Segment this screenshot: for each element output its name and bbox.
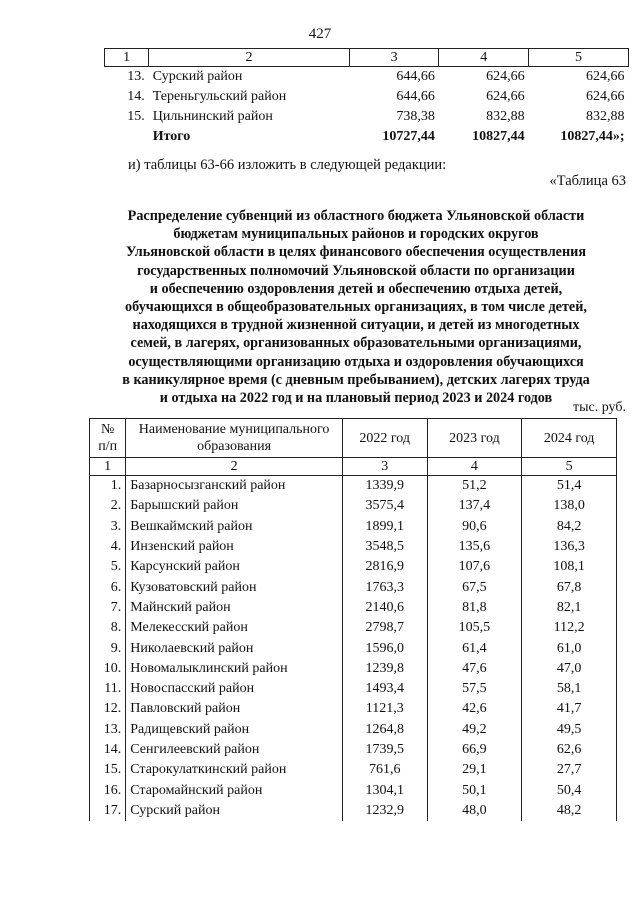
row-number: 15.: [90, 760, 126, 780]
column-numbers-row: [90, 458, 617, 476]
value-cell: 832,88: [486, 109, 525, 124]
total-label: Итого: [152, 129, 191, 144]
row-number: 2.: [90, 496, 126, 516]
value-cell: 624,66: [586, 69, 625, 84]
value-2024: 84,2: [522, 517, 617, 537]
municipality-name: Цильнинский район: [152, 109, 273, 124]
continuation-table-header: [105, 49, 629, 67]
table-row: [90, 679, 617, 699]
title-line: находящихся в трудной жизненной ситуации, и детей из многодетных: [132, 317, 580, 334]
table-row: [90, 496, 617, 516]
value-2022: 1339,9: [342, 476, 427, 497]
table-row: [90, 517, 617, 537]
municipality-name: Карсунский район: [126, 557, 343, 577]
value-2023: 137,4: [427, 496, 522, 516]
value-2023: 90,6: [427, 517, 522, 537]
col-number: 3: [349, 49, 439, 67]
value-2023: 107,6: [427, 557, 522, 577]
row-number: 12.: [90, 699, 126, 719]
value-2022: 2816,9: [342, 557, 427, 577]
value-2023: 42,6: [427, 699, 522, 719]
value-2022: 3548,5: [342, 537, 427, 557]
title-line: семей, в лагерях, организованных образовательными организациями,: [130, 335, 582, 352]
header-2022: 2022 год: [342, 419, 427, 458]
table-row: [105, 67, 629, 88]
table-row: [90, 699, 617, 719]
row-number: 17.: [90, 801, 126, 821]
table-row: [90, 760, 617, 780]
table-header: [90, 419, 617, 458]
col-number: 3: [342, 458, 427, 476]
value-2024: 82,1: [522, 598, 617, 618]
value-2022: 1264,8: [342, 720, 427, 740]
value-2023: 51,2: [427, 476, 522, 497]
value-2023: 67,5: [427, 577, 522, 597]
value-2022: 1596,0: [342, 638, 427, 658]
header-municipality: Наименование муниципального образования: [126, 419, 343, 458]
row-number: 15.: [127, 109, 145, 124]
row-number: 5.: [90, 557, 126, 577]
value-2024: 136,3: [522, 537, 617, 557]
value-2023: 49,2: [427, 720, 522, 740]
table-row: [90, 740, 617, 760]
value-2023: 29,1: [427, 760, 522, 780]
col-number: 2: [126, 458, 343, 476]
row-number: 3.: [90, 517, 126, 537]
row-number: 9.: [90, 638, 126, 658]
value-cell: 832,88: [586, 109, 625, 124]
value-cell: 624,66: [586, 89, 625, 104]
value-2024: 50,4: [522, 780, 617, 800]
table-row: [90, 801, 617, 821]
value-cell: 624,66: [486, 69, 525, 84]
municipality-name: Старомайнский район: [126, 780, 343, 800]
value-2022: 1899,1: [342, 517, 427, 537]
total-value: 10827,44»;: [560, 129, 625, 144]
municipality-name: Базарносызганский район: [126, 476, 343, 497]
value-2024: 48,2: [522, 801, 617, 821]
header-number: № п/п: [90, 419, 126, 458]
col-number: 5: [522, 458, 617, 476]
row-number: 13.: [127, 69, 145, 84]
title-line: бюджетам муниципальных районов и городских округов: [173, 226, 539, 243]
amendment-paragraph: и) таблицы 63-66 изложить в следующей редакции:: [128, 157, 447, 173]
value-cell: 624,66: [486, 89, 525, 104]
page-number: 427: [308, 26, 332, 42]
municipality-name: Кузоватовский район: [126, 577, 343, 597]
value-2024: 47,0: [522, 659, 617, 679]
title-line: и обеспечению оздоровления детей и обеспечению отдыха детей,: [149, 280, 563, 297]
empty-cell: [105, 127, 149, 147]
row-number: 14.: [90, 740, 126, 760]
table-row: [90, 577, 617, 597]
col-number: 5: [529, 49, 629, 67]
subsidy-table: [89, 418, 617, 821]
continuation-table: [104, 48, 629, 147]
municipality-name: Новомалыклинский район: [126, 659, 343, 679]
row-number: 16.: [90, 780, 126, 800]
value-2023: 47,6: [427, 659, 522, 679]
table-row: [90, 598, 617, 618]
header-2023: 2023 год: [427, 419, 522, 458]
value-2024: 61,0: [522, 638, 617, 658]
table-row: [105, 87, 629, 107]
municipality-name: Майнский район: [126, 598, 343, 618]
value-2022: 1493,4: [342, 679, 427, 699]
row-number: 8.: [90, 618, 126, 638]
value-2023: 105,5: [427, 618, 522, 638]
title-line: Ульяновской области в целях финансового обеспечения осуществления: [125, 244, 586, 261]
row-number: 10.: [90, 659, 126, 679]
value-2024: 41,7: [522, 699, 617, 719]
municipality-name: Вешкаймский район: [126, 517, 343, 537]
municipality-name: Мелекесский район: [126, 618, 343, 638]
value-2023: 66,9: [427, 740, 522, 760]
value-2024: 67,8: [522, 577, 617, 597]
value-cell: 644,66: [396, 69, 435, 84]
unit-label: тыс. руб.: [573, 400, 626, 415]
total-value: 10727,44: [382, 129, 435, 144]
municipality-name: Барышский район: [126, 496, 343, 516]
row-number: 11.: [90, 679, 126, 699]
municipality-name: Сурский район: [152, 69, 243, 84]
value-2022: 761,6: [342, 760, 427, 780]
value-2024: 138,0: [522, 496, 617, 516]
value-2023: 61,4: [427, 638, 522, 658]
value-2024: 108,1: [522, 557, 617, 577]
title-line: Распределение субвенций из областного бюджета Ульяновской области: [127, 208, 585, 224]
value-2024: 62,6: [522, 740, 617, 760]
value-2022: 1239,8: [342, 659, 427, 679]
table-label: «Таблица 63: [549, 173, 626, 189]
value-2022: 1232,9: [342, 801, 427, 821]
value-2024: 27,7: [522, 760, 617, 780]
col-number: 1: [105, 49, 149, 67]
municipality-name: Новоспасский район: [126, 679, 343, 699]
col-number: 4: [427, 458, 522, 476]
municipality-name: Николаевский район: [126, 638, 343, 658]
municipality-name: Радищевский район: [126, 720, 343, 740]
value-2022: 1121,3: [342, 699, 427, 719]
table-row: [90, 618, 617, 638]
value-cell: 738,38: [396, 109, 435, 124]
table-title: [96, 207, 616, 407]
col-number: 1: [90, 458, 126, 476]
value-2022: 1304,1: [342, 780, 427, 800]
value-2023: 57,5: [427, 679, 522, 699]
table-row: [90, 638, 617, 658]
table-row: [90, 557, 617, 577]
value-2022: 1739,5: [342, 740, 427, 760]
row-number: 14.: [127, 89, 145, 104]
value-2023: 81,8: [427, 598, 522, 618]
title-line: обучающихся в общеобразовательных организациях, в том числе детей,: [125, 299, 587, 316]
municipality-name: Сурский район: [126, 801, 343, 821]
row-number: 13.: [90, 720, 126, 740]
table-row: [90, 476, 617, 497]
value-2022: 3575,4: [342, 496, 427, 516]
row-number: 1.: [90, 476, 126, 497]
row-number: 6.: [90, 577, 126, 597]
table-row: [90, 659, 617, 679]
title-line: осуществляющими организацию отдыха и оздоровления обучающихся: [128, 353, 584, 370]
table-row: [90, 537, 617, 557]
row-number: 4.: [90, 537, 126, 557]
table-row: [90, 780, 617, 800]
value-2022: 1763,3: [342, 577, 427, 597]
value-2023: 48,0: [427, 801, 522, 821]
total-value: 10827,44: [472, 129, 525, 144]
title-line: государственных полномочий Ульяновской области по организации: [137, 262, 575, 279]
value-2022: 2798,7: [342, 618, 427, 638]
municipality-name: Павловский район: [126, 699, 343, 719]
table-row: [90, 720, 617, 740]
header-2024: 2024 год: [522, 419, 617, 458]
title-line: в каникулярное время (с дневным пребыванием), детских лагерях труда: [122, 371, 590, 388]
table-row: [105, 107, 629, 127]
value-2024: 51,4: [522, 476, 617, 497]
value-2024: 58,1: [522, 679, 617, 699]
col-number: 4: [439, 49, 529, 67]
title-line: и отдыха на 2022 год и на плановый период 2023 и 2024 годов: [159, 390, 553, 407]
row-number: 7.: [90, 598, 126, 618]
municipality-name: Старокулаткинский район: [126, 760, 343, 780]
total-row: [105, 127, 629, 147]
municipality-name: Инзенский район: [126, 537, 343, 557]
value-2024: 49,5: [522, 720, 617, 740]
value-cell: 644,66: [396, 89, 435, 104]
value-2023: 50,1: [427, 780, 522, 800]
municipality-name: Тереньгульский район: [152, 89, 287, 104]
municipality-name: Сенгилеевский район: [126, 740, 343, 760]
value-2024: 112,2: [522, 618, 617, 638]
value-2023: 135,6: [427, 537, 522, 557]
col-number: 2: [149, 49, 350, 67]
value-2022: 2140,6: [342, 598, 427, 618]
